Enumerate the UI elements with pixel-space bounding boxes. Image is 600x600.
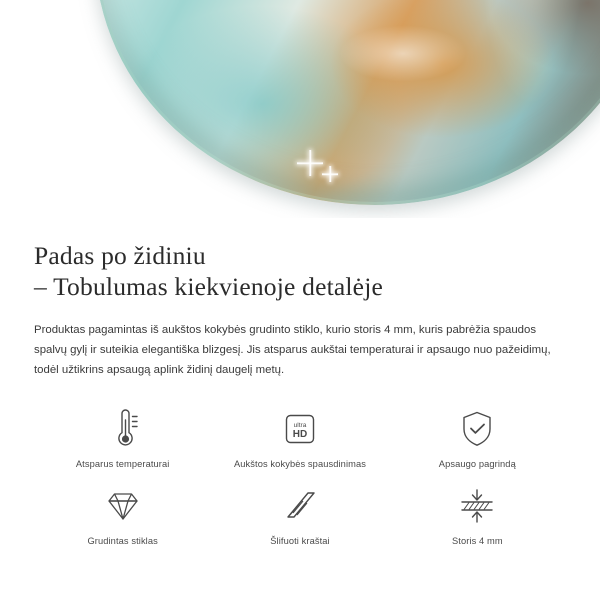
feature-item <box>34 483 211 546</box>
feature-label: Grudintas stiklas <box>87 536 158 546</box>
feature-label: Šlifuoti kraštai <box>270 536 330 546</box>
feature-item <box>34 406 211 469</box>
feature-item <box>389 406 566 469</box>
page-title-line-1: Padas po židiniu <box>34 241 206 270</box>
feature-item <box>389 483 566 546</box>
diamond-icon <box>101 483 145 529</box>
feature-label: Storis 4 mm <box>451 536 503 546</box>
content-area <box>0 218 600 546</box>
thickness-icon <box>454 483 500 529</box>
glass-plate-image <box>95 0 600 205</box>
feature-item <box>211 406 388 469</box>
feature-label: Apsaugo pagrindą <box>438 459 516 469</box>
svg-text:ultra: ultra <box>293 422 307 429</box>
ultra-hd-icon <box>279 406 321 452</box>
page-title <box>34 218 566 302</box>
hero-image <box>0 0 600 218</box>
page-title-line-2: – Tobulumas kiekvienoje detalėje <box>34 272 384 301</box>
thermometer-icon <box>103 406 143 452</box>
feature-label: Atsparus temperaturai <box>75 459 170 469</box>
shield-check-icon <box>457 406 497 452</box>
polished-edges-icon <box>278 483 322 529</box>
feature-item <box>211 483 388 546</box>
feature-label: Aukštos kokybės spausdinimas <box>233 459 366 469</box>
product-description-text: Produktas pagamintas iš aukštos kokybės grudinto stiklo, kurio storis 4 mm, kuris pabrėžia spaudos spalvų gylį ir suteikia elegantiška blizgesį. Jis atsparus aukštai temperaturai ir apsaugo nuo pažeidimų, todėl užtikrins apsaugą aplink židinį daugelį metų. <box>34 324 551 376</box>
feature-grid <box>34 406 566 546</box>
svg-text:HD: HD <box>292 429 308 440</box>
